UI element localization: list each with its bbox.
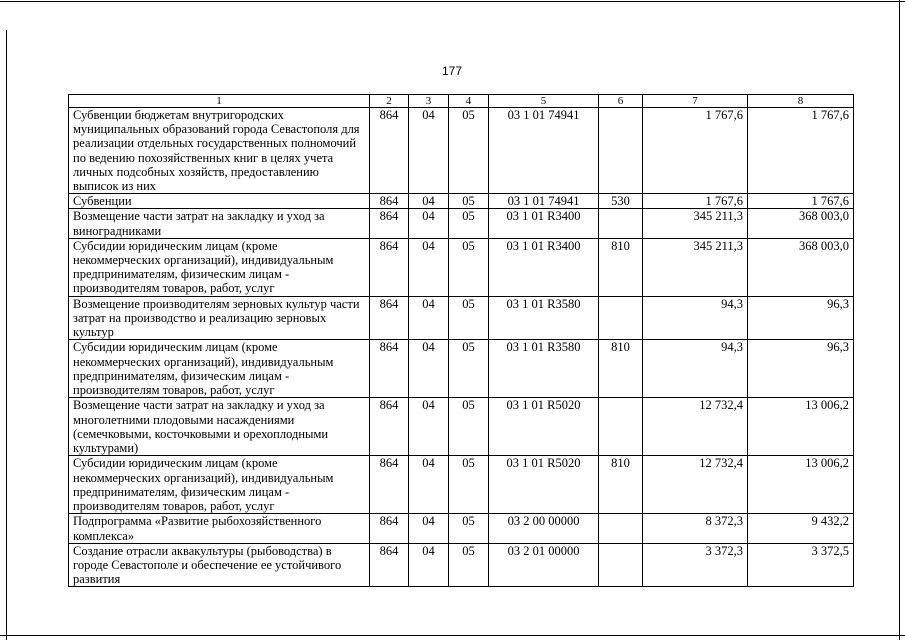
column-header-2: 2 <box>370 95 409 108</box>
row-subsection-code: 05 <box>449 543 489 587</box>
column-header-1: 1 <box>69 95 370 108</box>
row-amount-2: 1 767,6 <box>748 194 854 209</box>
column-header-8: 8 <box>748 95 854 108</box>
row-section-code: 04 <box>409 194 449 209</box>
row-section-code: 04 <box>409 543 449 587</box>
row-expense-type: 810 <box>599 340 643 398</box>
row-ministry-code: 864 <box>370 456 409 514</box>
table-row <box>69 398 854 456</box>
page-number: 177 <box>441 64 463 78</box>
table-row <box>69 209 854 238</box>
budget-table <box>68 94 854 587</box>
row-expense-type: 530 <box>599 194 643 209</box>
row-amount-1: 8 372,3 <box>643 514 748 543</box>
row-name: Возмещение части затрат на закладку и уход за многолетними плодовыми насаждениями (семечковыми, косточковыми и орехоплодными культурами) <box>69 398 370 456</box>
row-section-code: 04 <box>409 456 449 514</box>
row-section-code: 04 <box>409 108 449 194</box>
row-target-code: 03 1 01 R5020 <box>489 456 599 514</box>
row-amount-2: 13 006,2 <box>748 456 854 514</box>
row-expense-type <box>599 398 643 456</box>
row-name: Субсидии юридическим лицам (кроме некоммерческих организаций), индивидуальным предпринимателям, физическим лицам - производителям товаров, работ, услуг <box>69 456 370 514</box>
table-row <box>69 296 854 340</box>
row-name: Субсидии юридическим лицам (кроме некоммерческих организаций), индивидуальным предпринимателям, физическим лицам - производителям товаров, работ, услуг <box>69 340 370 398</box>
page-edge-bottom <box>0 635 905 636</box>
row-target-code: 03 1 01 R3580 <box>489 296 599 340</box>
row-subsection-code: 05 <box>449 456 489 514</box>
row-amount-2: 9 432,2 <box>748 514 854 543</box>
row-amount-1: 1 767,6 <box>643 108 748 194</box>
row-target-code: 03 1 01 R5020 <box>489 398 599 456</box>
row-target-code: 03 1 01 R3400 <box>489 238 599 296</box>
row-section-code: 04 <box>409 209 449 238</box>
row-subsection-code: 05 <box>449 296 489 340</box>
row-expense-type <box>599 543 643 587</box>
column-header-4: 4 <box>449 95 489 108</box>
row-name: Подпрограмма «Развитие рыбохозяйственного комплекса» <box>69 514 370 543</box>
row-ministry-code: 864 <box>370 238 409 296</box>
row-section-code: 04 <box>409 514 449 543</box>
row-subsection-code: 05 <box>449 209 489 238</box>
row-name: Субвенции <box>69 194 370 209</box>
row-expense-type: 810 <box>599 456 643 514</box>
table-row <box>69 108 854 194</box>
row-expense-type: 810 <box>599 238 643 296</box>
row-amount-1: 12 732,4 <box>643 456 748 514</box>
page-edge-right <box>899 0 900 640</box>
row-amount-2: 96,3 <box>748 340 854 398</box>
row-amount-2: 96,3 <box>748 296 854 340</box>
row-ministry-code: 864 <box>370 340 409 398</box>
row-ministry-code: 864 <box>370 194 409 209</box>
row-subsection-code: 05 <box>449 108 489 194</box>
row-ministry-code: 864 <box>370 108 409 194</box>
row-amount-1: 94,3 <box>643 296 748 340</box>
row-section-code: 04 <box>409 238 449 296</box>
row-amount-2: 13 006,2 <box>748 398 854 456</box>
row-name: Субвенции бюджетам внутригородских муниципальных образований города Севастополя для реализации отдельных государственных полномочий по ведению похозяйственных книг в целях учета личных подсобных хозяйств, предоставлению выписок из них <box>69 108 370 194</box>
row-section-code: 04 <box>409 296 449 340</box>
row-ministry-code: 864 <box>370 543 409 587</box>
row-amount-2: 368 003,0 <box>748 238 854 296</box>
table-row <box>69 514 854 543</box>
row-section-code: 04 <box>409 340 449 398</box>
header-row <box>69 95 854 108</box>
row-amount-2: 3 372,5 <box>748 543 854 587</box>
row-expense-type <box>599 108 643 194</box>
row-target-code: 03 1 01 74941 <box>489 108 599 194</box>
row-target-code: 03 2 00 00000 <box>489 514 599 543</box>
page-edge-left <box>6 30 7 640</box>
row-amount-2: 1 767,6 <box>748 108 854 194</box>
row-amount-2: 368 003,0 <box>748 209 854 238</box>
row-expense-type <box>599 209 643 238</box>
row-target-code: 03 1 01 R3580 <box>489 340 599 398</box>
table-row <box>69 194 854 209</box>
row-subsection-code: 05 <box>449 340 489 398</box>
row-expense-type <box>599 514 643 543</box>
row-ministry-code: 864 <box>370 398 409 456</box>
table-row <box>69 543 854 587</box>
row-subsection-code: 05 <box>449 238 489 296</box>
table-row <box>69 456 854 514</box>
row-target-code: 03 1 01 R3400 <box>489 209 599 238</box>
row-ministry-code: 864 <box>370 514 409 543</box>
column-header-5: 5 <box>489 95 599 108</box>
row-amount-1: 12 732,4 <box>643 398 748 456</box>
row-ministry-code: 864 <box>370 209 409 238</box>
row-amount-1: 345 211,3 <box>643 238 748 296</box>
row-name: Создание отрасли аквакультуры (рыбоводства) в городе Севастополе и обеспечение ее устойчивого развития <box>69 543 370 587</box>
column-header-7: 7 <box>643 95 748 108</box>
row-amount-1: 3 372,3 <box>643 543 748 587</box>
table-row <box>69 340 854 398</box>
column-header-6: 6 <box>599 95 643 108</box>
row-amount-1: 1 767,6 <box>643 194 748 209</box>
row-name: Возмещение производителям зерновых культур части затрат на производство и реализацию зерновых культур <box>69 296 370 340</box>
row-amount-1: 94,3 <box>643 340 748 398</box>
row-name: Возмещение части затрат на закладку и уход за виноградниками <box>69 209 370 238</box>
row-subsection-code: 05 <box>449 514 489 543</box>
row-expense-type <box>599 296 643 340</box>
row-name: Субсидии юридическим лицам (кроме некоммерческих организаций), индивидуальным предпринимателям, физическим лицам - производителям товаров, работ, услуг <box>69 238 370 296</box>
row-target-code: 03 1 01 74941 <box>489 194 599 209</box>
row-ministry-code: 864 <box>370 296 409 340</box>
page-edge-top <box>0 1 905 2</box>
row-amount-1: 345 211,3 <box>643 209 748 238</box>
table-row <box>69 238 854 296</box>
column-header-3: 3 <box>409 95 449 108</box>
row-subsection-code: 05 <box>449 398 489 456</box>
row-subsection-code: 05 <box>449 194 489 209</box>
row-section-code: 04 <box>409 398 449 456</box>
row-target-code: 03 2 01 00000 <box>489 543 599 587</box>
